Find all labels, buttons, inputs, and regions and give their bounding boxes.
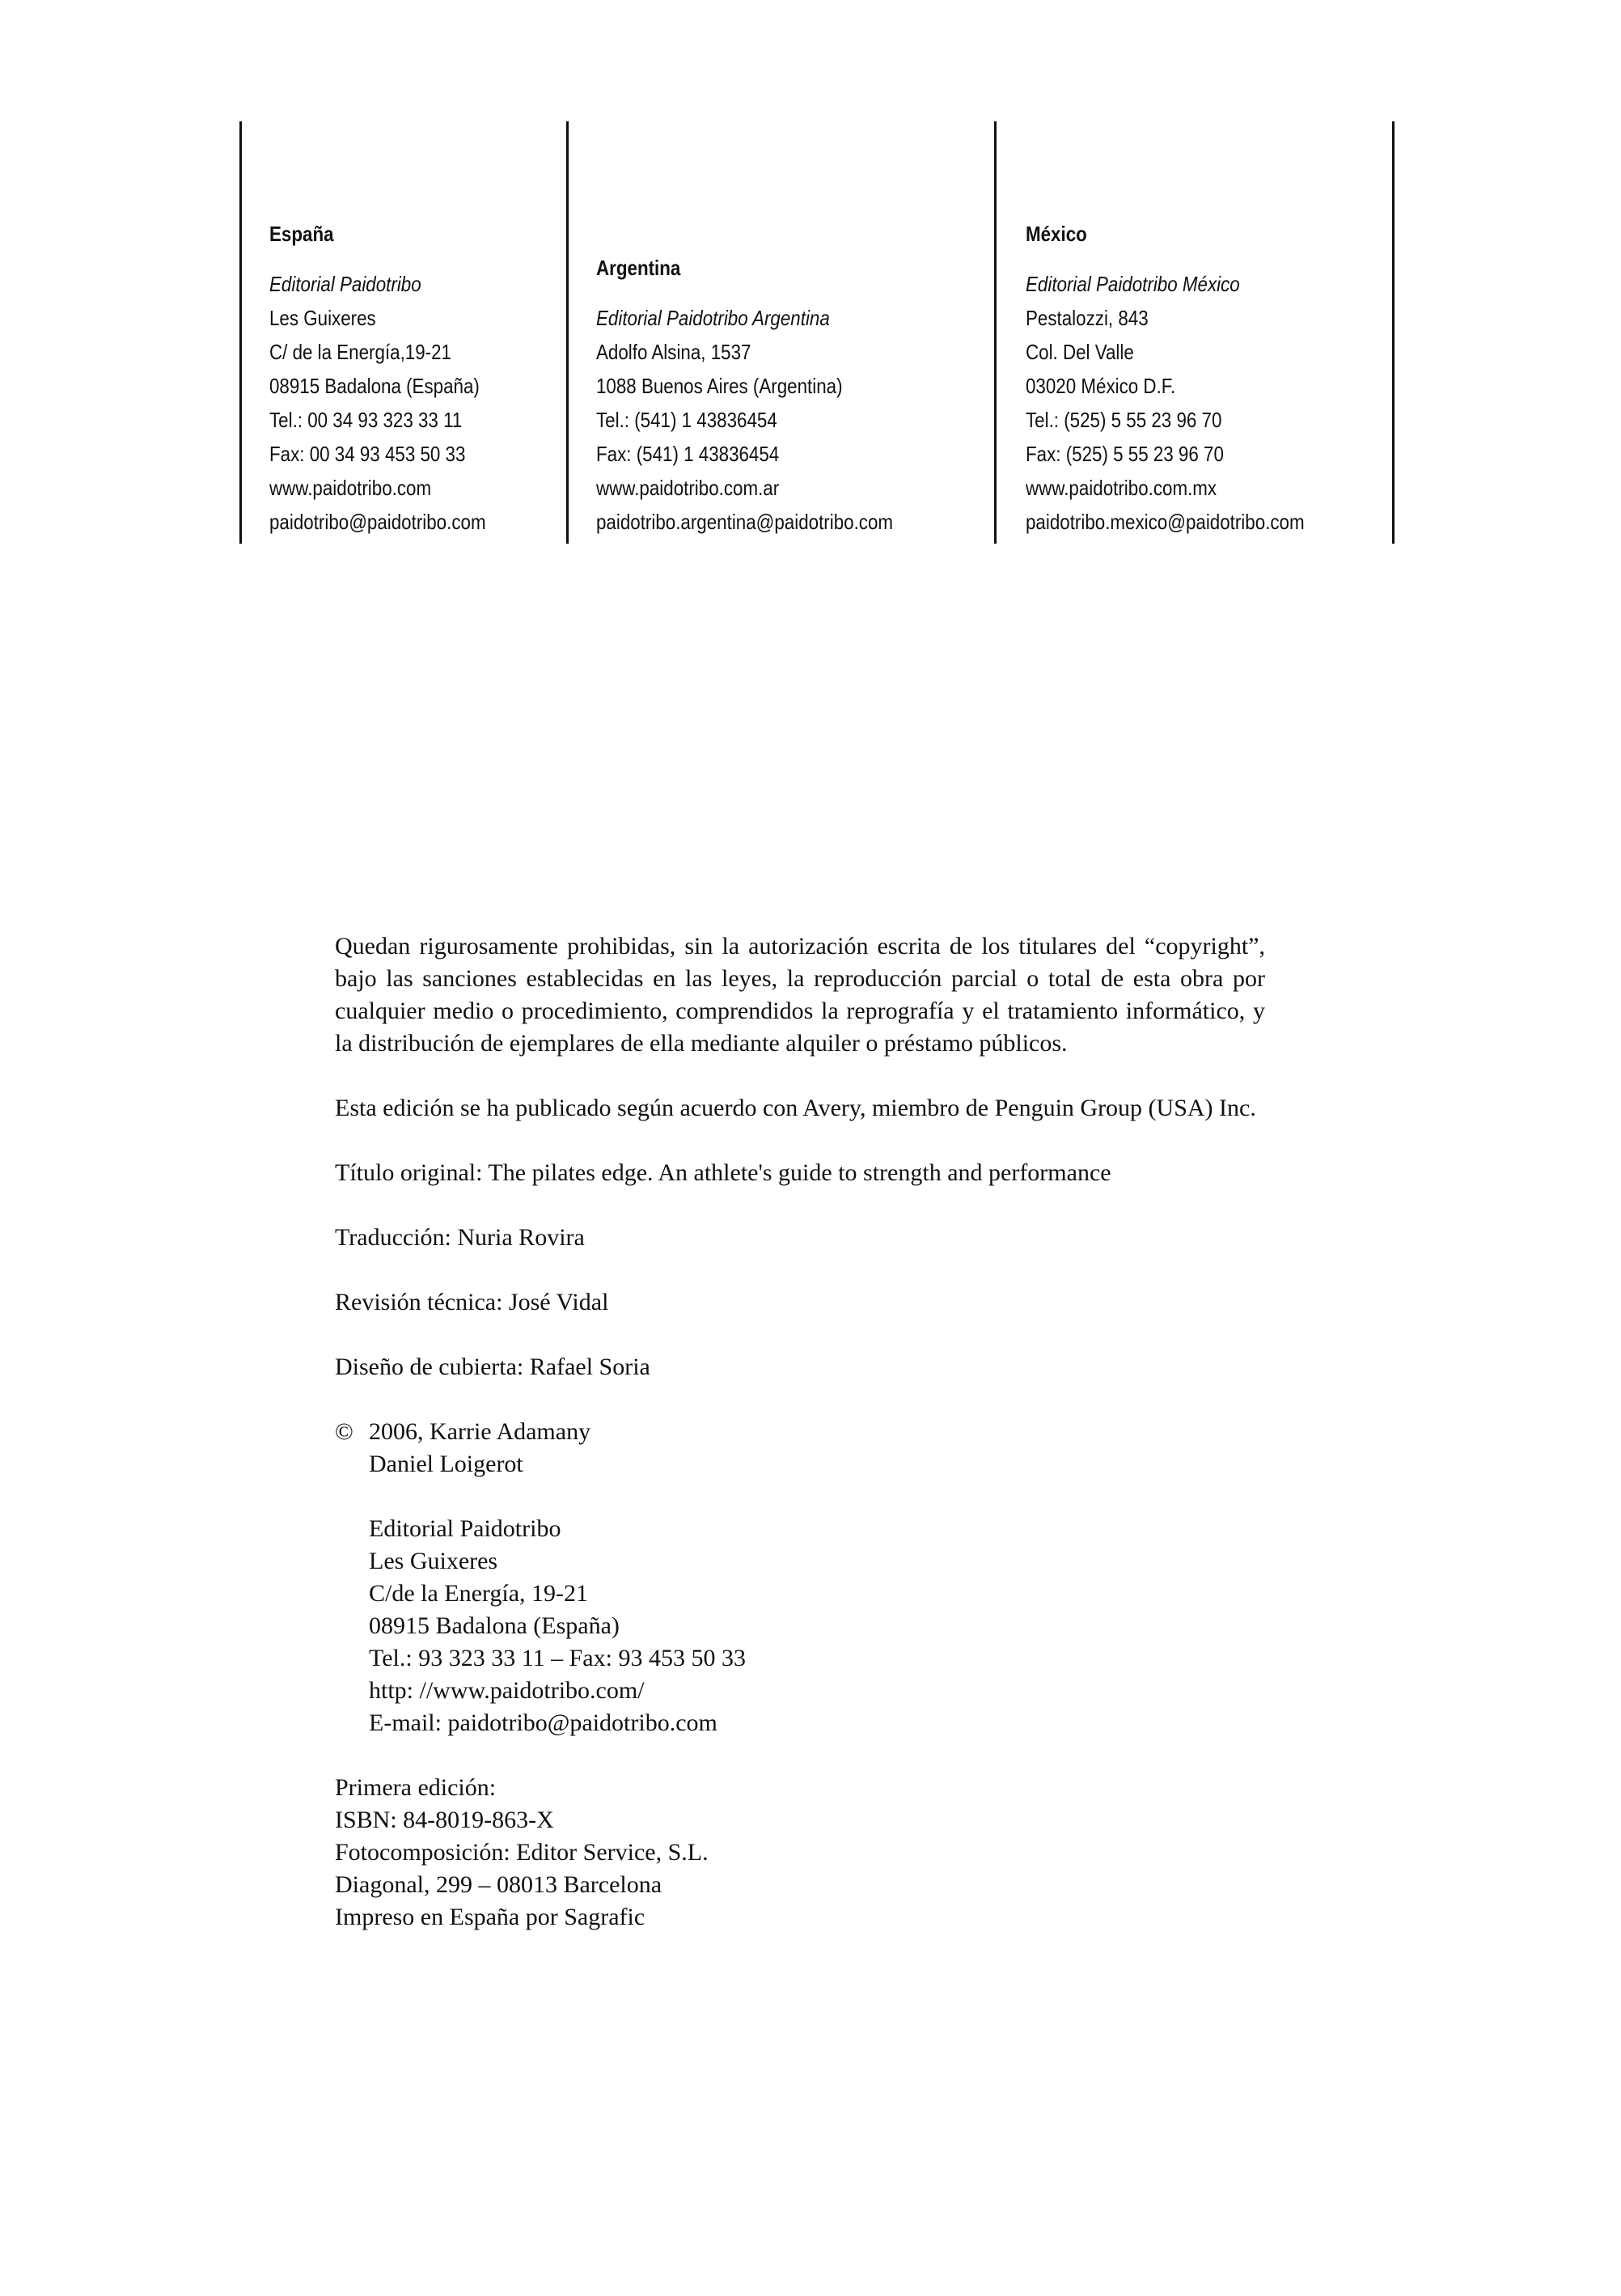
copyright-notice (335, 1416, 1265, 1448)
office-email: paidotribo.argentina@paidotribo.com (596, 510, 894, 534)
office-line: Les Guixeres (269, 306, 376, 330)
rights-notice: Quedan rigurosamente prohibidas, sin la autorización escrita de los titulares del “copyright”, bajo las sanciones establecidas en las leyes, la reproducción parcial o total de esta obra por cualquier medio o procedimiento, comprendidos la reprografía y el tratamiento informático, y la distribución de ejemplares de ella mediante alquiler o préstamo públicos. (335, 933, 1265, 1057)
imprint-line: Editorial Paidotribo (369, 1515, 561, 1542)
office-country: México (1026, 222, 1087, 246)
office-email: paidotribo.mexico@paidotribo.com (1026, 510, 1305, 534)
column-divider (239, 121, 242, 544)
technical-review-credit: Revisión técnica: José Vidal (335, 1289, 609, 1315)
imprint-website: http: //www.paidotribo.com/ (369, 1677, 645, 1704)
office-argentina (596, 251, 893, 539)
office-espana (269, 217, 486, 539)
translation-credit: Traducción: Nuria Rovira (335, 1224, 585, 1251)
office-country: Argentina (596, 256, 681, 280)
legal-block (335, 930, 1265, 1934)
imprint-line: Les Guixeres (369, 1548, 498, 1574)
office-line: 03020 México D.F. (1026, 374, 1176, 398)
copyright-holder: 2006, Karrie Adamany (369, 1418, 591, 1445)
office-email: paidotribo@paidotribo.com (269, 510, 486, 534)
edition-line: Primera edición: (335, 1774, 497, 1801)
column-divider (994, 121, 997, 544)
original-title: Título original: The pilates edge. An athlete's guide to strength and performance (335, 1159, 1111, 1186)
cover-design-credit: Diseño de cubierta: Rafael Soria (335, 1353, 650, 1380)
imprint-line: 08915 Badalona (España) (369, 1612, 620, 1639)
office-line: Adolfo Alsina, 1537 (596, 340, 751, 364)
imprint-line: C/de la Energía, 19-21 (369, 1580, 589, 1607)
office-publisher: Editorial Paidotribo México (1026, 272, 1240, 296)
office-website: www.paidotribo.com.ar (596, 476, 780, 500)
column-divider (566, 121, 569, 544)
office-line: Tel.: (541) 1 43836454 (596, 408, 777, 432)
copyright-symbol: © (335, 1418, 353, 1445)
office-line: Fax: (541) 1 43836454 (596, 442, 780, 466)
edition-line: Fotocomposición: Editor Service, S.L. (335, 1839, 709, 1866)
isbn: ISBN: 84-8019-863-X (335, 1807, 554, 1833)
office-publisher: Editorial Paidotribo Argentina (596, 306, 830, 330)
office-website: www.paidotribo.com.mx (1026, 476, 1217, 500)
imprint-line: Tel.: 93 323 33 11 – Fax: 93 453 50 33 (369, 1645, 746, 1671)
imprint-email: E-mail: paidotribo@paidotribo.com (369, 1709, 717, 1736)
office-line: Tel.: 00 34 93 323 33 11 (269, 408, 463, 432)
office-line: Fax: (525) 5 55 23 96 70 (1026, 442, 1224, 466)
edition-agreement: Esta edición se ha publicado según acuerdo con Avery, miembro de Penguin Group (USA) Inc. (335, 1095, 1256, 1121)
office-line: 08915 Badalona (España) (269, 374, 480, 398)
office-website: www.paidotribo.com (269, 476, 432, 500)
office-publisher: Editorial Paidotribo (269, 272, 421, 296)
copyright-coauthor: Daniel Loigerot (369, 1451, 523, 1477)
edition-line: Diagonal, 299 – 08013 Barcelona (335, 1871, 662, 1898)
office-line: Col. Del Valle (1026, 340, 1134, 364)
office-line: 1088 Buenos Aires (Argentina) (596, 374, 843, 398)
office-mexico (1026, 217, 1305, 539)
office-country: España (269, 222, 334, 246)
office-line: Tel.: (525) 5 55 23 96 70 (1026, 408, 1222, 432)
column-divider (1392, 121, 1395, 544)
office-line: Fax: 00 34 93 453 50 33 (269, 442, 466, 466)
edition-details (335, 1772, 1265, 1934)
office-line: C/ de la Energía,19-21 (269, 340, 451, 364)
imprint-address (335, 1513, 1265, 1739)
office-line: Pestalozzi, 843 (1026, 306, 1149, 330)
edition-line: Impreso en España por Sagrafic (335, 1904, 645, 1930)
